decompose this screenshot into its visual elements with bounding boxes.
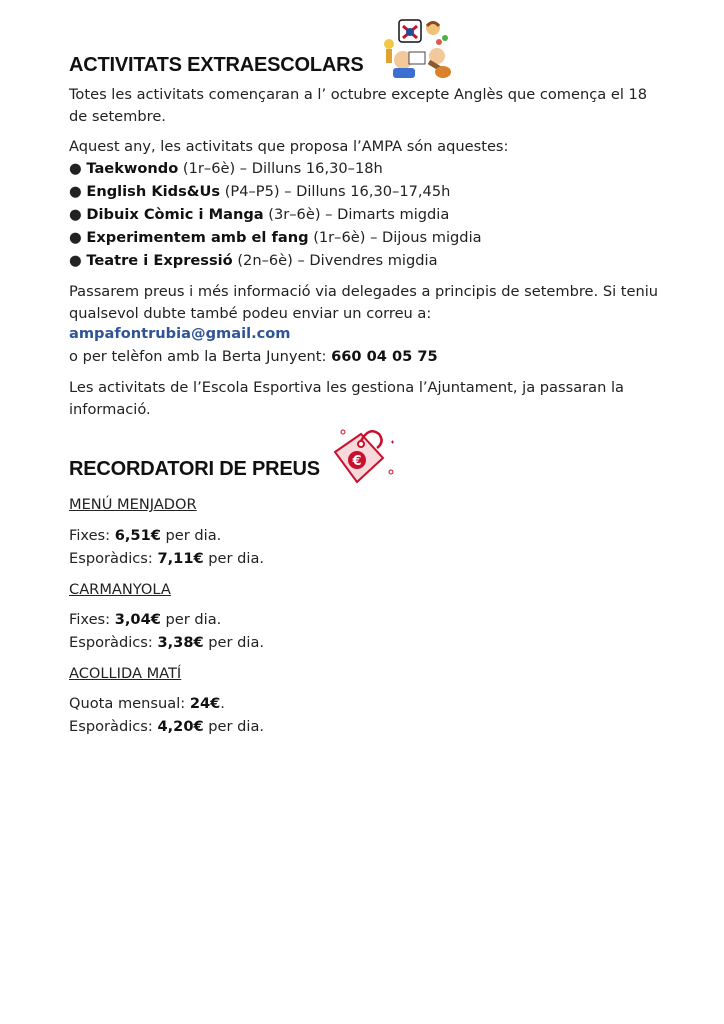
prices-note: Passarem preus i més informació via delegades a principis de setembre. Si teniu qualsevol dubte també podeu enviar un correu a: [69,283,659,322]
price-amount: 6,51€ [114,527,161,544]
prices-title: RECORDATORI DE PREUS [69,458,320,480]
bullet-icon: ● [69,252,82,269]
activity-details: (P4–P5) – Dilluns 16,30–17,45h [224,183,451,200]
price-label: Fixes: [69,527,111,544]
price-suffix: per dia. [165,611,222,628]
price-label: Esporàdics: [69,718,153,735]
activity-item [69,158,383,180]
price-row [69,548,264,570]
kids-activities-icon [379,16,457,82]
activity-name: Dibuix Còmic i Manga [86,206,264,223]
activity-name: Teatre i Expressió [86,252,233,269]
activity-details: (3r–6è) – Dimarts migdia [268,206,450,223]
price-row [69,525,221,547]
activity-item [69,227,482,249]
price-amount: 3,38€ [157,634,204,651]
price-suffix: per dia. [208,718,265,735]
activity-details: (2n–6è) – Divendres migdia [237,252,438,269]
activity-item [69,250,438,272]
price-row [69,693,225,715]
price-row [69,632,264,654]
section-heading: MENÚ MENJADOR [69,496,197,513]
bullet-icon: ● [69,229,82,246]
price-row [69,716,264,738]
section-heading: CARMANYOLA [69,581,171,598]
price-row [69,609,221,631]
activity-name: Experimentem amb el fang [86,229,309,246]
price-amount: 3,04€ [114,611,161,628]
activity-name: English Kids&Us [86,183,221,200]
activity-name: Taekwondo [86,160,179,177]
phone-number: 660 04 05 75 [331,348,438,365]
activity-details: (1r–6è) – Dijous migdia [313,229,482,246]
sports-note: Les activitats de l’Escola Esportiva les gestiona l’Ajuntament, ja passaran la informació. [69,379,624,418]
activities-lead: Aquest any, les activitats que proposa l’AMPA són aquestes: [69,138,509,155]
price-amount: 7,11€ [157,550,204,567]
activity-item [69,181,450,203]
bullet-icon: ● [69,183,82,200]
price-label: Esporàdics: [69,634,153,651]
price-suffix: . [220,695,225,712]
price-label: Fixes: [69,611,111,628]
price-label: Quota mensual: [69,695,186,712]
price-suffix: per dia. [208,634,265,651]
bullet-icon: ● [69,206,82,223]
price-label: Esporàdics: [69,550,153,567]
euro-price-tag-icon [321,424,401,496]
phone-text: o per telèfon amb la Berta Junyent: [69,348,327,365]
section-heading: ACOLLIDA MATÍ [69,665,182,682]
svg-text:€: € [352,454,362,469]
activities-intro: Totes les activitats començaran a l’ octubre excepte Anglès que comença el 18 de setembre. [69,86,648,125]
price-suffix: per dia. [208,550,265,567]
activity-item [69,204,449,226]
activity-details: (1r–6è) – Dilluns 16,30–18h [182,160,383,177]
email-link[interactable]: ampafontrubia@gmail.com [69,325,291,342]
phone-line [69,346,438,368]
price-amount: 24€ [189,695,221,712]
price-suffix: per dia. [165,527,222,544]
activities-title: ACTIVITATS EXTRAESCOLARS [69,54,364,76]
price-amount: 4,20€ [157,718,204,735]
bullet-icon: ● [69,160,82,177]
